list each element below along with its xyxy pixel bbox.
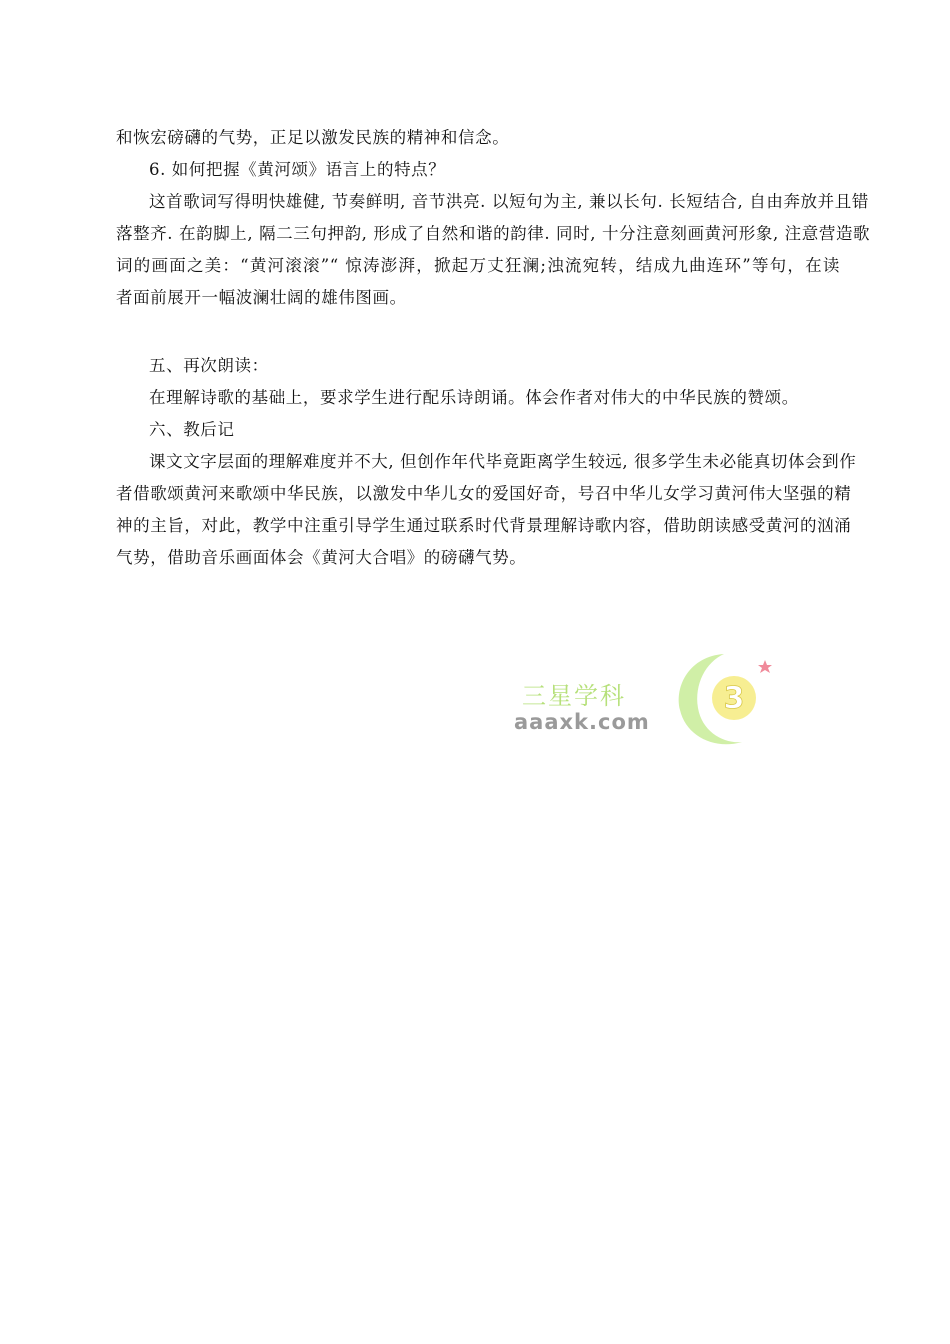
section-6-heading: 六、教后记 [149,420,235,439]
text-line: 词的画面之美：“黄河滚滚”“ 惊涛澎湃，掀起万丈狂澜;浊流宛转，结成九曲连环”等句，在读 [116,256,840,275]
question-6-heading: 6. 如何把握《黄河颂》语言上的特点？ [149,160,446,179]
text-line: 神的主旨，对此，教学中注重引导学生通过联系时代背景理解诗歌内容，借助朗读感受黄河的汹涌 [116,516,852,535]
star-icon [758,660,772,673]
document-body [116,122,871,574]
text-line: 气势，借助音乐画面体会《黄河大合唱》的磅礴气势。 [116,548,527,567]
logo-numeral: 3 [723,681,745,716]
text-line: 这首歌词写得明快雄健, 节奏鲜明, 音节洪亮. 以短句为主, 兼以长句. 长短结合, 自由奔放并且错 [149,192,869,211]
text-line: 落整齐. 在韵脚上, 隔二三句押韵, 形成了自然和谐的韵律. 同时, 十分注意刻画黄河形象, 注意营造歌 [116,224,871,243]
paragraph-gap [116,314,840,350]
paragraph-continuation: 和恢宏磅礴的气势，正足以激发民族的精神和信念。 [116,128,510,147]
paragraph-language-features [116,186,871,314]
text-line: 者借歌颂黄河来歌颂中华民族，以激发中华儿女的爱国好奇，号召中华儿女学习黄河伟大坚强的精 [116,484,852,503]
paragraph-reflection [116,446,857,574]
watermark-brand: 三星学科 [522,682,626,710]
watermark-logo [512,646,782,756]
text-line: 者面前展开一幅波澜壮阔的雄伟图画。 [116,288,407,307]
paragraph-reread: 在理解诗歌的基础上，要求学生进行配乐诗朗诵。体会作者对伟大的中华民族的赞颂。 [149,388,799,407]
crescent-logo-icon [662,646,777,751]
section-5-heading: 五、再次朗读： [149,356,269,375]
watermark-url: aaaxk.com [514,710,650,734]
text-line: 课文文字层面的理解难度并不大, 但创作年代毕竟距离学生较远, 很多学生未必能真切体会到作 [149,452,857,471]
